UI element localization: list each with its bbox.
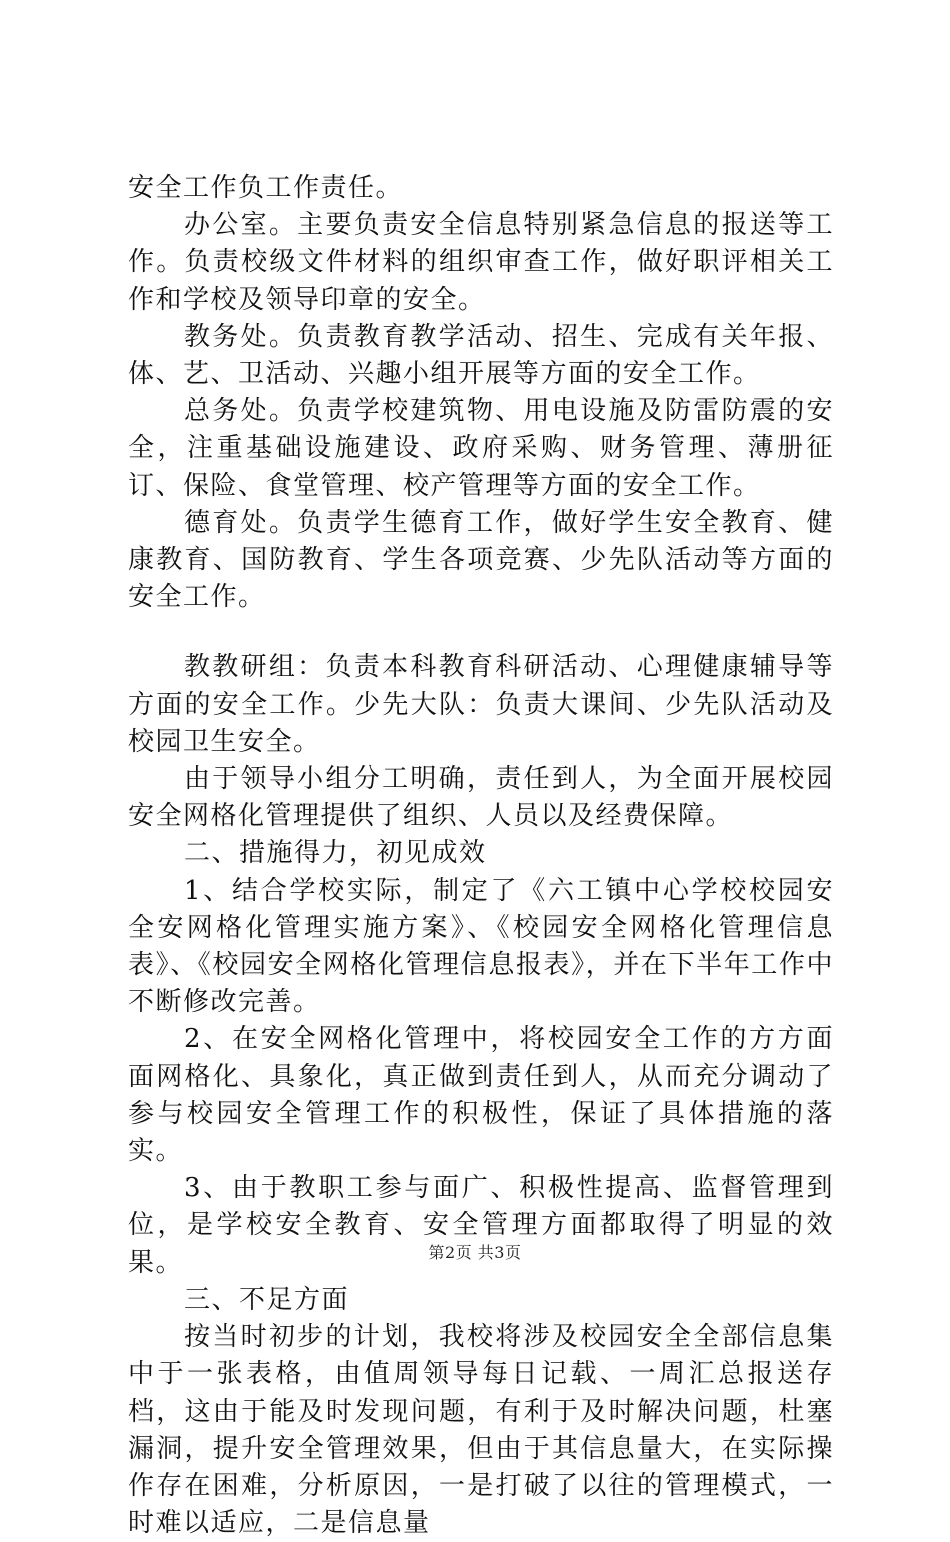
section-heading-measures: 二、措施得力，初见成效 (184, 838, 487, 869)
paragraph-organization-summary: 由于领导小组分工明确，责任到人，为全面开展校园安全网格化管理提供了组织、人员以及经费保障。 (128, 764, 834, 832)
paragraph-teaching-research: 教教研组：负责本科教育科研活动、心理健康辅导等方面的安全工作。少先大队：负责大课间、少先队活动及校园卫生安全。 (128, 652, 834, 757)
paragraph-moral-education: 德育处。负责学生德育工作，做好学生安全教育、健康教育、国防教育、学生各项竞赛、少先队活动等方面的安全工作。 (128, 507, 834, 613)
paragraph-general-affairs: 总务处。负责学校建筑物、用电设施及防雷防震的安全，注重基础设施建设、政府采购、财务管理、薄册征订、保险、食堂管理、校产管理等方面的安全工作。 (128, 396, 834, 501)
paragraph-academic-affairs: 教务处。负责教育教学活动、招生、完成有关年报、体、艺、卫活动、兴趣小组开展等方面的安全工作。 (128, 321, 834, 390)
document-body (128, 170, 834, 1542)
list-item-measure-3: 3、由于教职工参与面广、积极性提高、监督管理到位，是学校安全教育、安全管理方面都取得了明显的效果。 (128, 1173, 834, 1278)
section-heading-shortcomings: 三、不足方面 (184, 1284, 350, 1315)
list-item-measure-1: 1、结合学校实际，制定了《六工镇中心学校校园安全安网格化管理实施方案》、《校园安全网格化管理信息表》、《校园安全网格化管理信息报表》，并在下半年工作中不断修改完善。 (128, 875, 834, 1018)
paragraph-continuation: 安全工作负工作责任。 (128, 173, 404, 203)
paragraph-shortcomings: 按当时初步的计划，我校将涉及校园安全全部信息集中于一张表格，由值周领导每日记载、一周汇总报送存档，这由于能及时发现问题，有利于及时解决问题，杜塞漏洞，提升安全管理效果，但由于其信息量大，在实际操作存在困难，分析原因，一是打破了以往的管理模式，一时难以适应，二是信息量 (128, 1322, 834, 1539)
list-item-measure-2: 2、在安全网格化管理中，将校园安全工作的方方面面网格化、具象化，真正做到责任到人，从而充分调动了参与校园安全管理工作的积极性，保证了具体措施的落实。 (128, 1024, 834, 1167)
paragraph-office: 办公室。主要负责安全信息特别紧急信息的报送等工作。负责校级文件材料的组织审查工作，做好职评相关工作和学校及领导印章的安全。 (128, 210, 834, 315)
page-number-footer: 第2页 共3页 (428, 1243, 522, 1262)
